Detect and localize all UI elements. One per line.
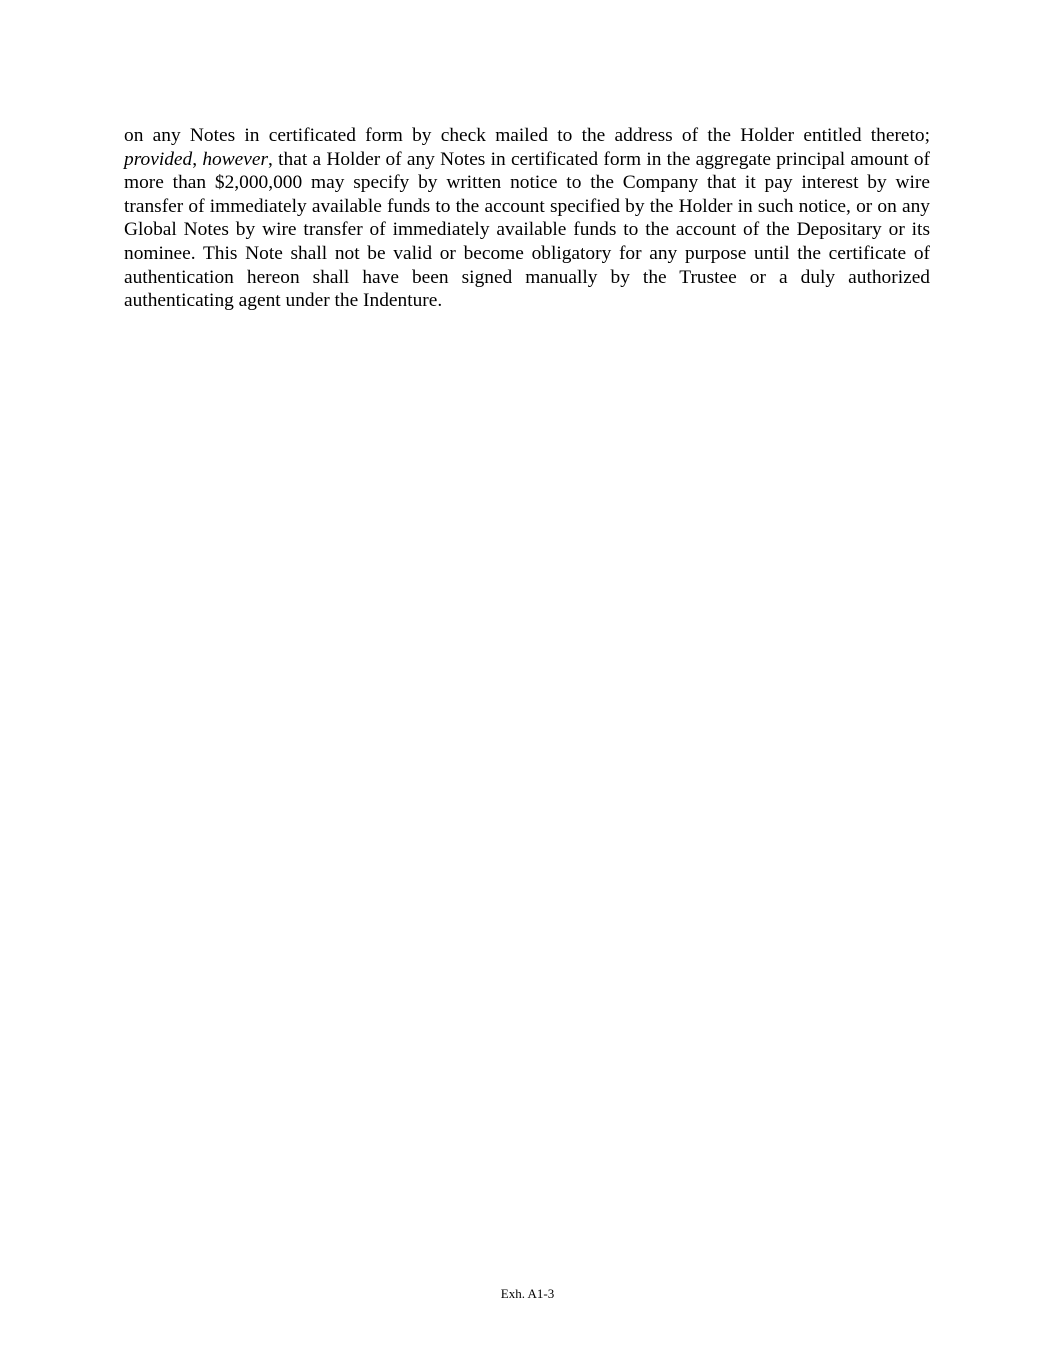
body-paragraph [124,124,930,313]
paragraph-text-rest: , that a Holder of any Notes in certificated form in the aggregate principal amount of more than $2,000,000 may specify by written notice to the Company that it pay interest by wire transfer of immediately available funds to the account specified by the Holder in such notice, or on any Global Notes by wire transfer of immediately available funds to the account of the Depositary or its nominee. This Note shall not be valid or become obligatory for any purpose until the certificate of authentication hereon shall have been signed manually by the Trustee or a duly authorized authenticating agent under the Indenture. [124,148,930,312]
italic-term-however: however [202,148,269,170]
page-number-label: Exh. A1-3 [500,1286,555,1301]
page-footer [0,1286,1055,1302]
paragraph-text-start: on any Notes in certificated form by check mailed to the address of the Holder entitled thereto; [124,125,930,146]
italic-term-provided: provided [124,148,193,170]
paragraph-separator: , [192,148,203,170]
